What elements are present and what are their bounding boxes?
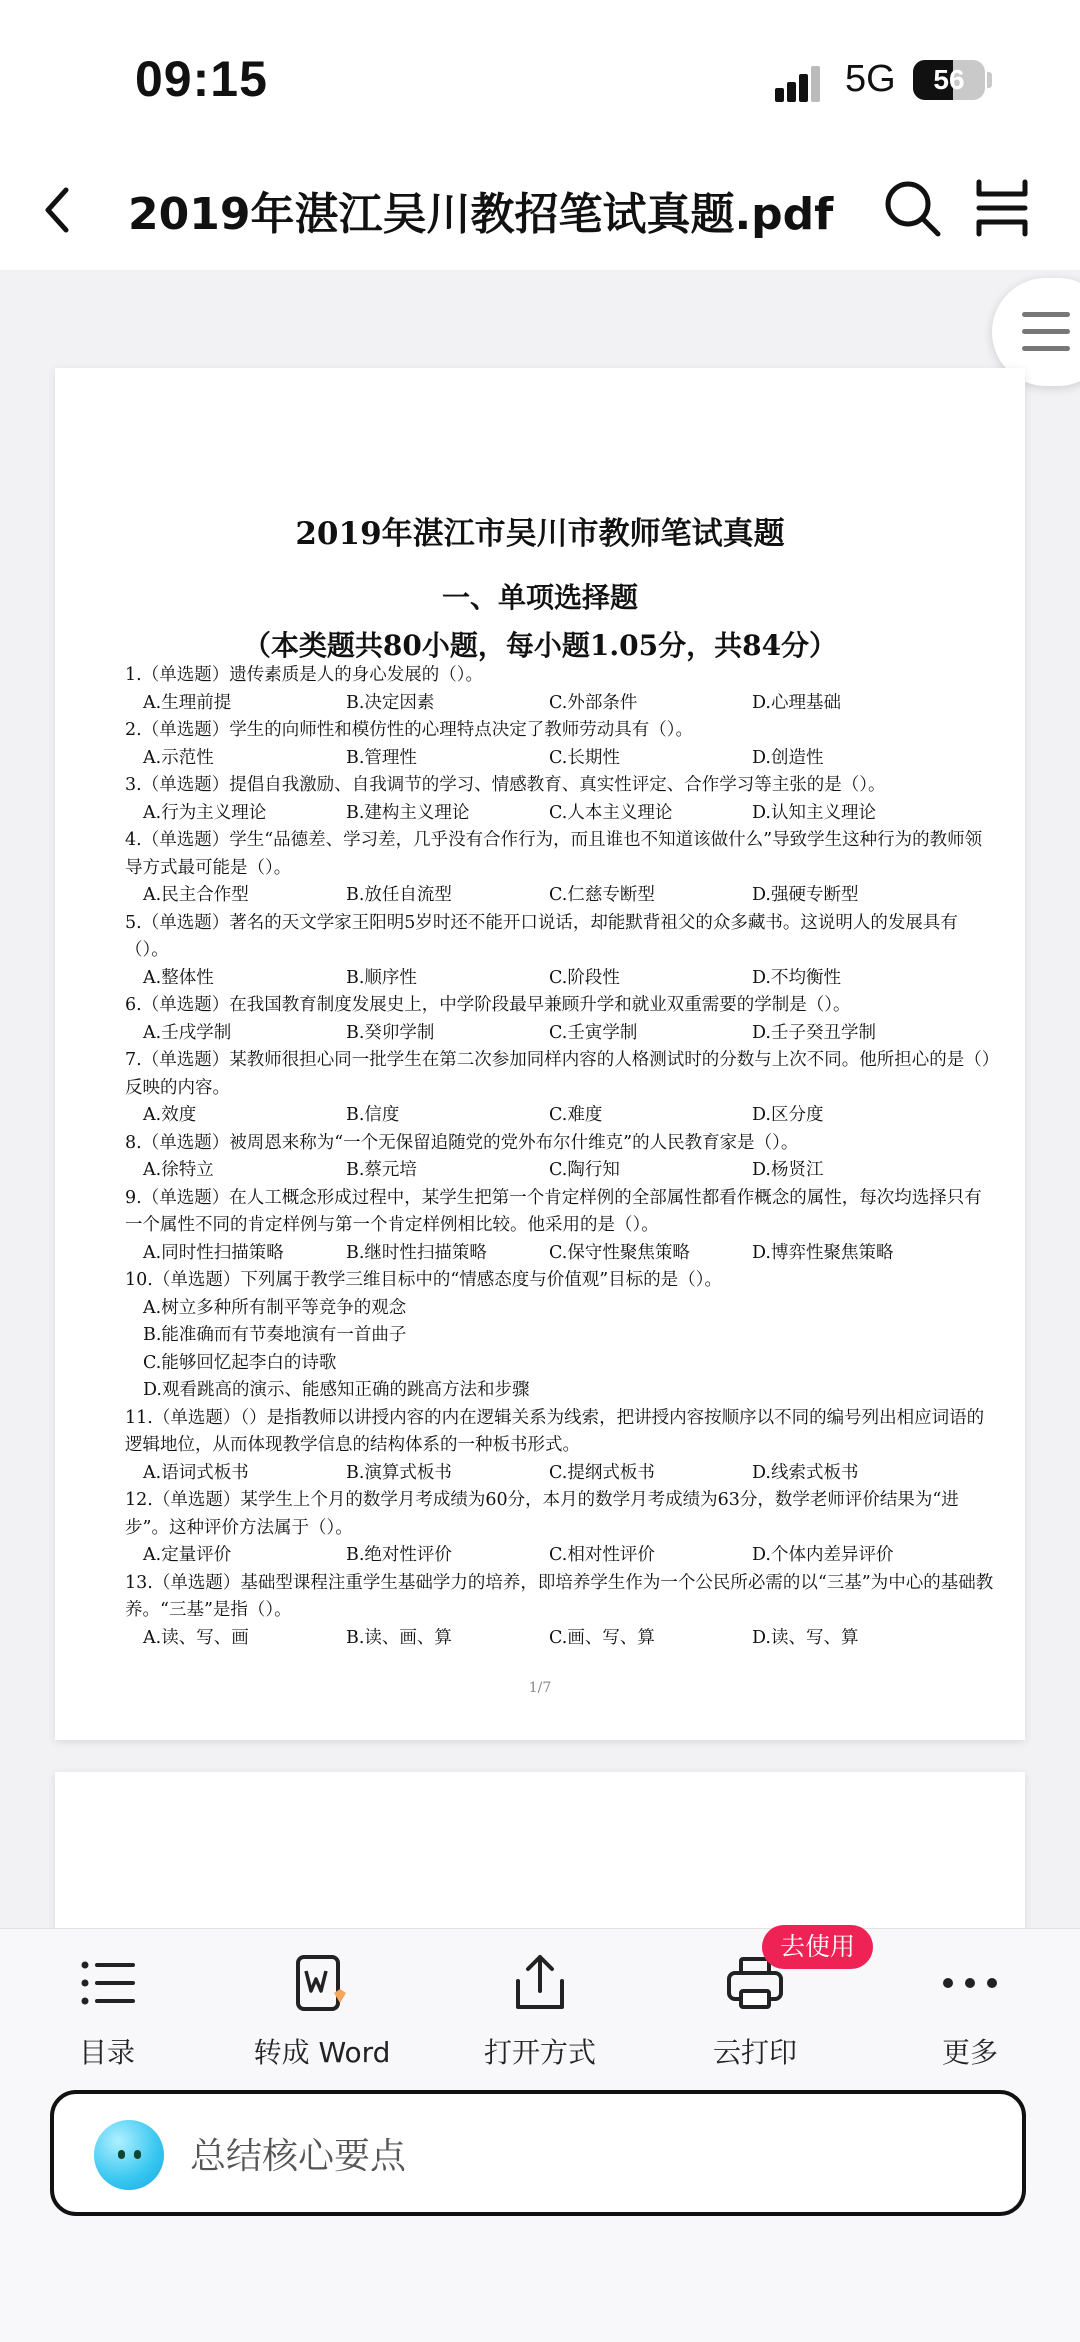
question-option: B.演算式板书 (346, 1462, 452, 1483)
question-stem: 9.（单选题）在人工概念形成过程中，某学生把第一个肯定样例的全部属性都看作概念的属性，每次均选择只有一个属性不同的肯定样例与第一个肯定样例相比较。他采用的是（）。 (125, 1187, 982, 1235)
question-option: B.信度 (346, 1105, 400, 1125)
question-option: C.提纲式板书 (549, 1462, 655, 1483)
question-stem: 3.（单选题）提倡自我激励、自我调节的学习、情感教育、真实性评定、合作学习等主张的是（）。 (125, 775, 886, 795)
word-convert-icon (290, 1951, 354, 2015)
question-option: B.蔡元培 (346, 1160, 417, 1180)
question-stem: 6.（单选题）在我国教育制度发展史上，中学阶段最早兼顾升学和就业双重需要的学制是（）。 (125, 995, 851, 1015)
question-stem: 10.（单选题）下列属于教学三维目标中的“情感态度与价值观”目标的是（）。 (125, 1270, 722, 1290)
share-icon (508, 1951, 572, 2015)
question-options (125, 1157, 995, 1185)
ai-prompt-text: 总结核心要点 (190, 2136, 407, 2177)
question-options (125, 882, 995, 910)
toolbar-label: 云打印 (712, 2036, 797, 2069)
question-option: D.区分度 (752, 1105, 824, 1125)
question-option: B.放任自流型 (346, 885, 452, 905)
question-option: B.决定因素 (346, 692, 435, 713)
more-icon (938, 1951, 1002, 2015)
status-bar (0, 0, 1080, 150)
question-option: D.杨贤江 (752, 1160, 824, 1180)
question-options (125, 965, 995, 993)
question-options (125, 690, 995, 718)
question-option: A.语词式板书 (143, 1462, 249, 1483)
question-stem: 7.（单选题）某教师很担心同一批学生在第二次参加同样内容的人格测试时的分数与上次不同。他所担心的是（）反映的内容。 (125, 1050, 991, 1098)
question-stem: 4.（单选题）学生“品德差、学习差，几乎没有合作行为，而且谁也不知道该做什么”导致学生这种行为的教师领导方式最可能是（）。 (125, 830, 983, 878)
question-option: A.行为主义理论 (143, 802, 267, 823)
question-options (125, 800, 995, 828)
document-title: 2019年湛江市吴川市教师笔试真题 (295, 516, 785, 552)
page-number: 1/7 (528, 1680, 552, 1696)
question-options (125, 1295, 995, 1405)
question-option: A.整体性 (143, 967, 214, 988)
search-icon[interactable] (880, 176, 944, 240)
question-options (125, 745, 995, 773)
app-header (0, 150, 1080, 270)
toolbar-label: 目录 (78, 2036, 135, 2069)
question-options (125, 1020, 995, 1048)
assistant-avatar-icon (94, 2120, 164, 2190)
toolbar-more-button[interactable] (880, 1951, 1060, 2071)
question-option: C.画、写、算 (549, 1627, 655, 1648)
question-option: C.难度 (549, 1105, 603, 1125)
signal-icon (775, 64, 829, 102)
question-list (125, 662, 995, 1652)
pdf-page[interactable] (55, 368, 1025, 1740)
question-item (125, 1047, 995, 1130)
toolbar-open-with-button[interactable] (450, 1951, 630, 2071)
question-option: C.长期性 (549, 747, 620, 768)
status-time: 09:15 (135, 51, 268, 107)
question-option: D.壬子癸丑学制 (752, 1022, 876, 1043)
question-option: D.观看跳高的演示、能感知正确的跳高方法和步骤 (143, 1380, 530, 1400)
question-option: A.壬戌学制 (143, 1022, 232, 1043)
question-option: A.树立多种所有制平等竞争的观念 (143, 1297, 407, 1318)
question-stem: 11.（单选题）（）是指教师以讲授内容的内在逻辑关系为线索，把讲授内容按顺序以不同的编号列出相应词语的逻辑地位，从而体现教学信息的结构体系的一种板书形式。 (125, 1407, 985, 1455)
question-option: A.定量评价 (143, 1545, 232, 1565)
question-item (125, 1405, 995, 1488)
question-item (125, 1570, 995, 1653)
question-options (125, 1102, 995, 1130)
question-item (125, 1130, 995, 1185)
section-subtitle: （本类题共80小题，每小题1.05分，共84分） (242, 629, 838, 662)
question-option: B.建构主义理论 (346, 802, 470, 823)
battery-tip (987, 72, 992, 88)
question-option: C.人本主义理论 (549, 802, 673, 823)
question-item (125, 717, 995, 772)
question-option: C.相对性评价 (549, 1545, 655, 1565)
question-options (125, 1625, 995, 1653)
use-now-badge[interactable]: 去使用 (762, 1925, 873, 1969)
ai-summary-bar[interactable] (50, 2090, 1026, 2216)
question-option: D.读、写、算 (752, 1627, 859, 1648)
question-stem: 5.（单选题）著名的天文学家王阳明5岁时还不能开口说话，却能默背祖父的众多藏书。这说明人的发展具有（）。 (125, 912, 958, 960)
file-title: 2019年湛江吴川教招笔试真题.pdf (128, 189, 834, 240)
question-option: A.同时性扫描策略 (143, 1242, 284, 1263)
question-item (125, 772, 995, 827)
question-stem: 8.（单选题）被周恩来称为“一个无保留追随党的党外布尔什维克”的人民教育家是（）。 (125, 1132, 799, 1153)
question-option: C.外部条件 (549, 692, 638, 713)
question-option: D.不均衡性 (752, 967, 841, 988)
toolbar-label: 打开方式 (483, 2036, 596, 2069)
question-item (125, 1185, 995, 1268)
battery-icon (913, 60, 985, 100)
toolbar-label: 转成 Word (253, 2036, 391, 2069)
question-option: D.个体内差异评价 (752, 1545, 894, 1565)
question-option: C.保守性聚焦策略 (549, 1242, 690, 1263)
question-option: D.心理基础 (752, 692, 841, 713)
question-item (125, 827, 995, 910)
question-stem: 2.（单选题）学生的向师性和模仿性的心理特点决定了教师劳动具有（）。 (125, 720, 693, 740)
question-option: A.徐特立 (143, 1160, 214, 1180)
question-option: A.民主合作型 (143, 885, 249, 905)
question-option: B.读、画、算 (346, 1627, 452, 1648)
question-item (125, 1487, 995, 1570)
question-option: C.仁慈专断型 (549, 885, 655, 905)
pdf-page-next[interactable] (55, 1772, 1025, 1932)
question-option: D.创造性 (752, 747, 824, 768)
question-option: C.阶段性 (549, 967, 620, 988)
list-icon (75, 1951, 139, 2015)
question-option: C.能够回忆起李白的诗歌 (143, 1352, 337, 1373)
question-stem: 13.（单选题）基础型课程注重学生基础学力的培养，即培养学生作为一个公民所必需的以“三基”为中心的基础教养。“三基”是指（）。 (125, 1572, 994, 1620)
toolbar-label: 更多 (941, 2036, 998, 2069)
menu-icon (1022, 312, 1070, 317)
question-option: C.陶行知 (549, 1160, 620, 1180)
question-option: D.博弈性聚焦策略 (752, 1242, 894, 1263)
question-stem: 1.（单选题）遗传素质是人的身心发展的（）。 (125, 665, 483, 685)
question-item (125, 662, 995, 717)
collapse-icon[interactable] (973, 176, 1031, 240)
question-option: B.能准确而有节奏地演有一首曲子 (143, 1325, 407, 1345)
question-option: B.顺序性 (346, 967, 417, 988)
question-item (125, 1267, 995, 1405)
toolbar-cloud-print-button[interactable] (665, 1951, 845, 2071)
question-item (125, 992, 995, 1047)
back-icon[interactable] (30, 180, 90, 240)
question-option: A.读、写、画 (143, 1627, 249, 1648)
question-option: D.线索式板书 (752, 1462, 859, 1483)
network-type: 5G (845, 58, 896, 100)
question-item (125, 910, 995, 993)
question-option: B.继时性扫描策略 (346, 1242, 487, 1263)
question-option: A.示范性 (143, 747, 214, 768)
toolbar-convert-word-button[interactable] (232, 1951, 412, 2071)
question-options (125, 1240, 995, 1268)
section-title: 一、单项选择题 (441, 581, 638, 614)
question-option: B.癸卯学制 (346, 1022, 435, 1043)
question-option: D.强硬专断型 (752, 885, 859, 905)
question-option: A.效度 (143, 1105, 197, 1125)
toolbar-contents-button[interactable] (17, 1951, 197, 2071)
question-options (125, 1460, 995, 1488)
question-stem: 12.（单选题）某学生上个月的数学月考成绩为60分，本月的数学月考成绩为63分，数学老师评价结果为“进步”。这种评价方法属于（）。 (125, 1490, 959, 1538)
question-option: D.认知主义理论 (752, 802, 876, 823)
question-options (125, 1542, 995, 1570)
question-option: C.壬寅学制 (549, 1022, 638, 1043)
question-option: A.生理前提 (143, 692, 232, 713)
battery-level: 56 (933, 64, 965, 95)
question-option: B.管理性 (346, 747, 417, 768)
question-option: B.绝对性评价 (346, 1545, 452, 1565)
